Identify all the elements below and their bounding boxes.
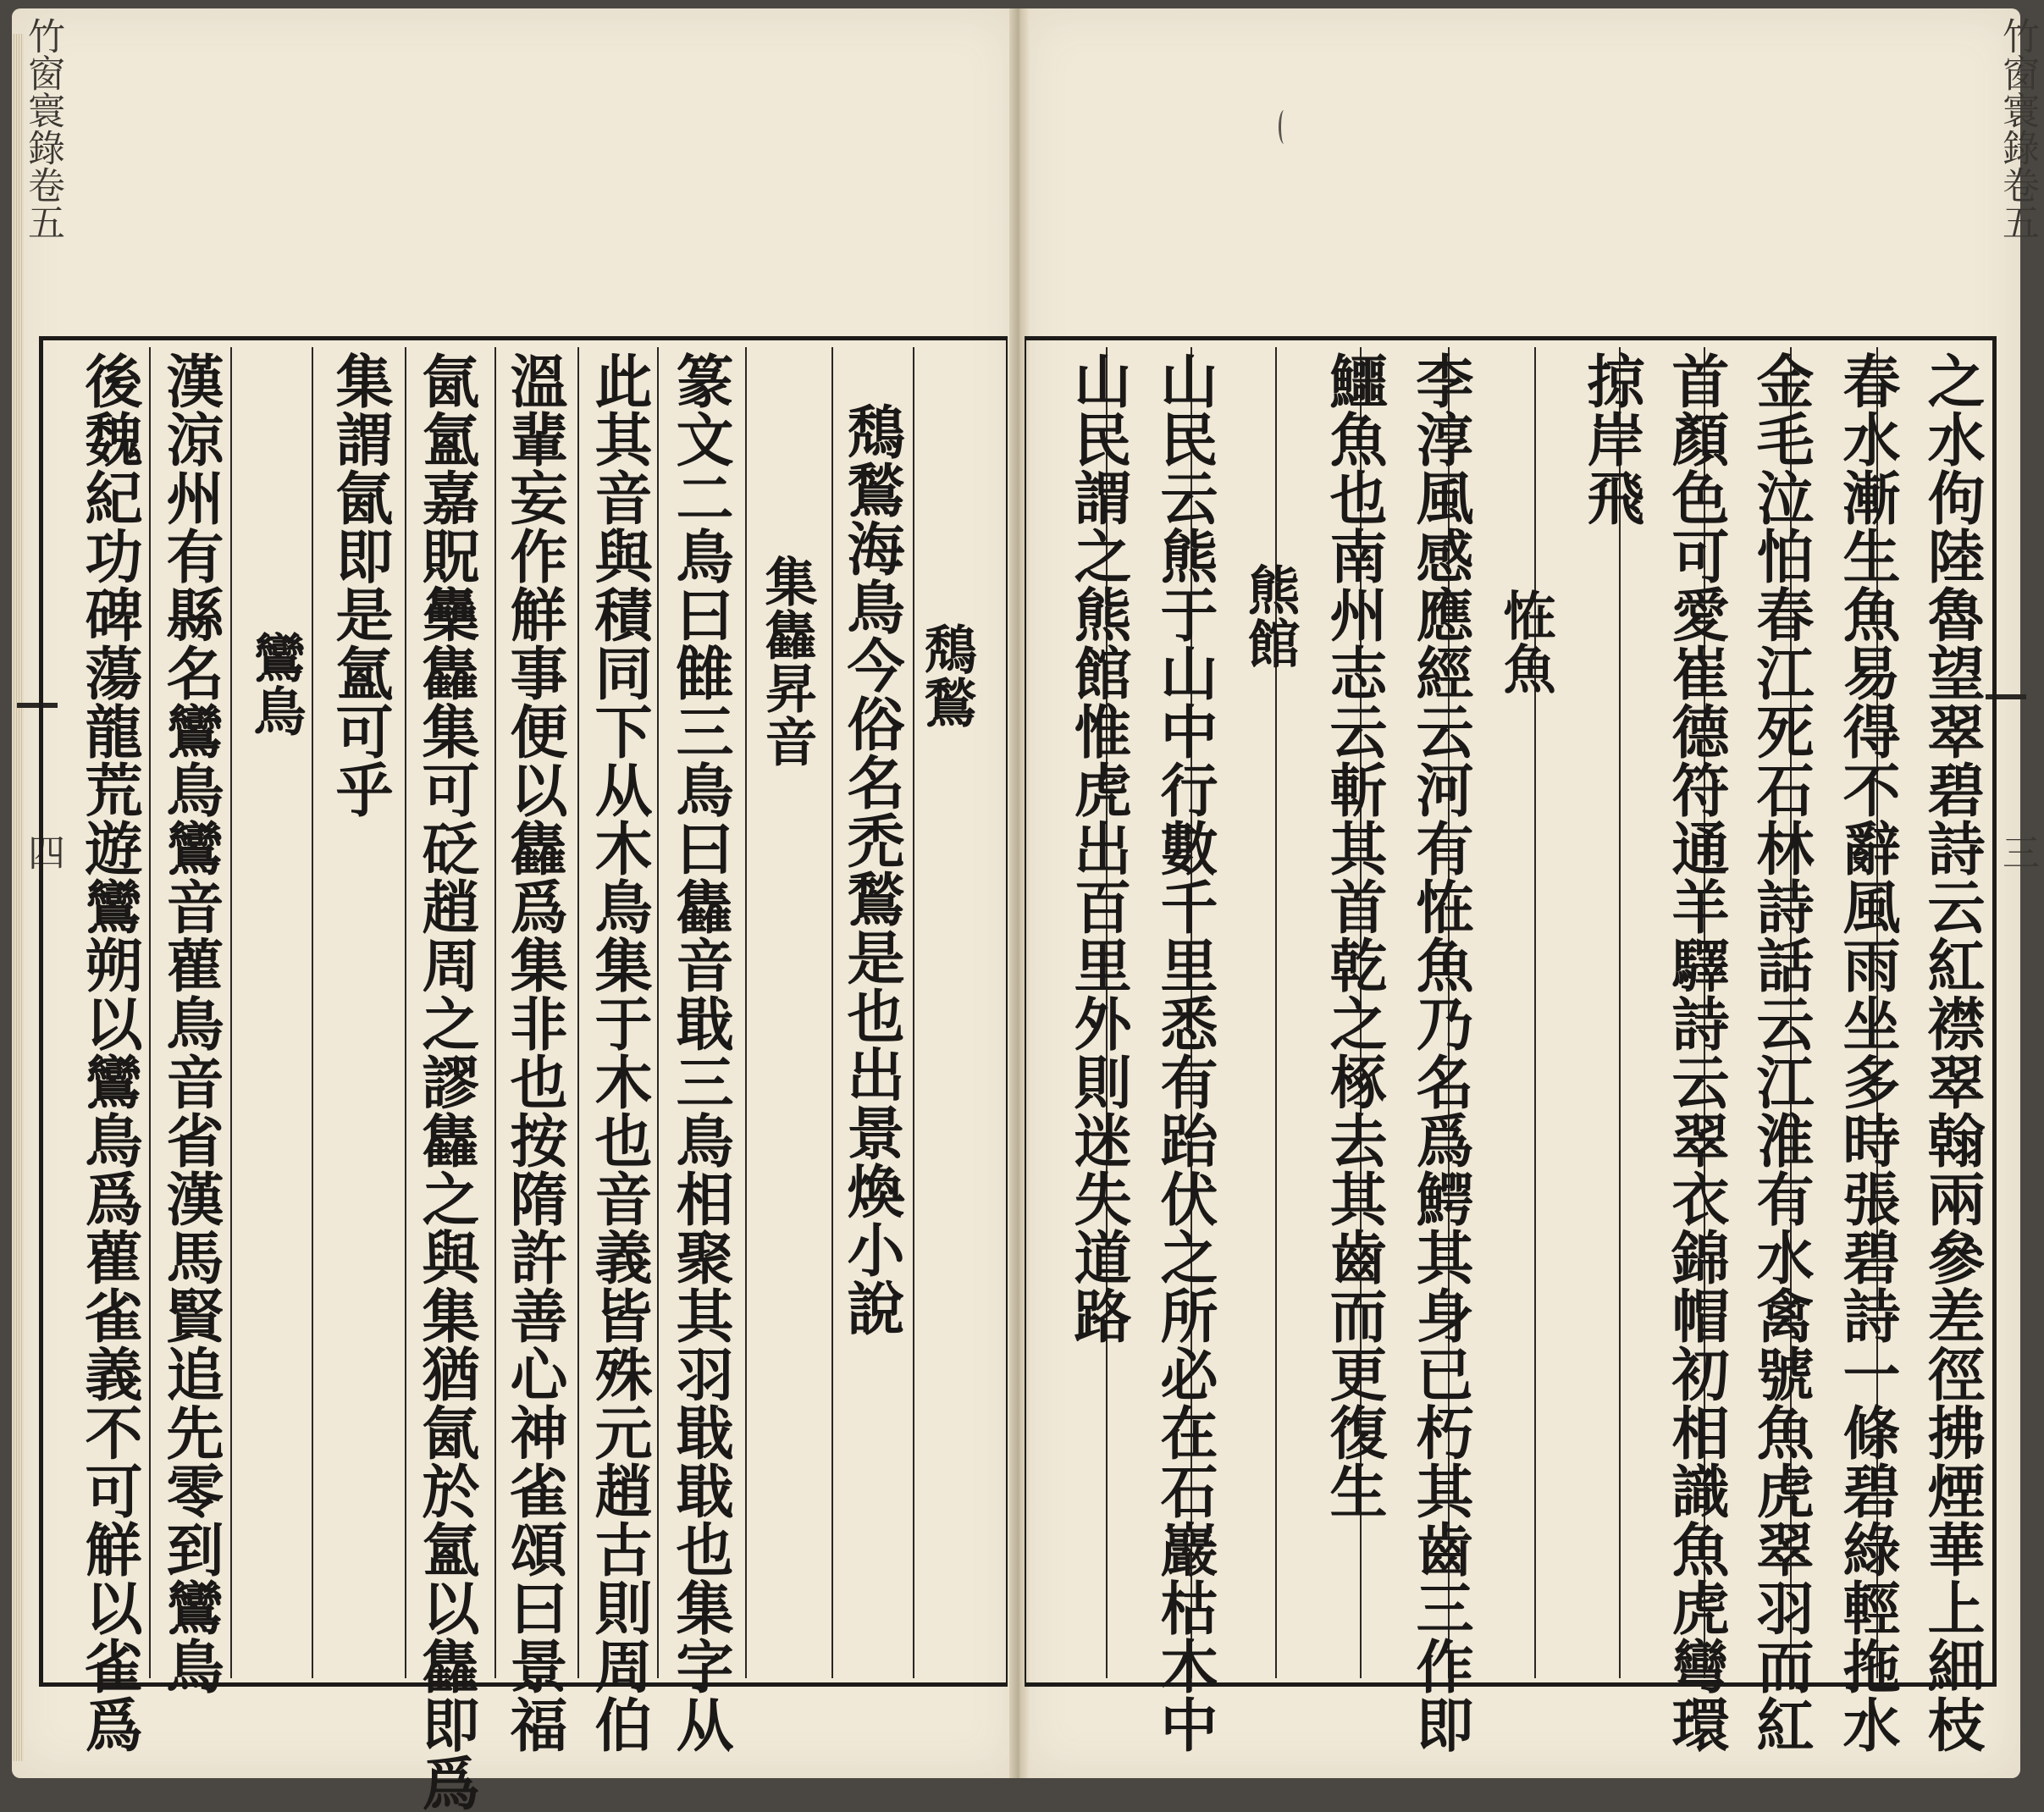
column-rule xyxy=(657,347,659,1678)
column-rule xyxy=(913,347,914,1678)
column-rule xyxy=(745,347,747,1678)
column-rule xyxy=(494,347,496,1678)
column-text: 春水漸生魚易得不辭風雨坐多時張碧詩一條碧綠輕拖水 xyxy=(1833,351,1901,1754)
right-page-number: 三 xyxy=(1996,833,2039,870)
column-heading: 鵚鶖 xyxy=(915,622,977,729)
column-rule xyxy=(405,347,406,1678)
column-rule xyxy=(577,347,579,1678)
ink-mark xyxy=(1279,110,1290,144)
column-text: 山民謂之熊館惟虎出百里外則迷失道路 xyxy=(1064,351,1132,1345)
column-text: 金毛泣怕春江死石林詩話云江淮有水禽號魚虎翠羽而紅 xyxy=(1747,351,1815,1754)
right-margin-label xyxy=(1990,17,2044,1761)
column-text: 李淳風感應經云河有恠魚乃名爲鰐其身已朽其齒三作即 xyxy=(1406,351,1474,1754)
column-heading: 恠魚 xyxy=(1494,588,1556,695)
column-text: 集謂氤即是氳可乎 xyxy=(326,351,394,819)
right-margin-title: 竹窗寰錄卷五 xyxy=(1996,17,2039,240)
column-rule xyxy=(149,347,151,1678)
column-text: 掠岸飛 xyxy=(1577,351,1645,527)
column-text: 篆文二鳥曰雔三鳥曰雥音戢三鳥相聚其羽戢戢也集字从 xyxy=(666,351,734,1754)
left-margin-title: 竹窗寰錄卷五 xyxy=(21,17,64,240)
column-heading: 鸞鳥 xyxy=(245,631,307,738)
column-text: 之水佝陸魯望翠碧詩云紅襟翠翰兩參差徑拂煙華上細枝 xyxy=(1918,351,1986,1754)
column-text: 氤氳嘉貺雧雥集可砭趙周之謬雥之與集猶氤於氳以雥即爲 xyxy=(412,351,480,1812)
column-text: 後魏紀功碑蕩龍荒遊鸞朔以鸞鳥爲雚雀義不可觧以雀爲 xyxy=(75,351,143,1754)
column-text: 漢涼州有縣名鸞鳥鸞音雚鳥音省漢馬賢追先零到鸞鳥 xyxy=(157,351,224,1695)
column-text: 溫輩妄作觧事便以雥爲集非也按隋許善心神雀頌曰景福 xyxy=(500,351,568,1754)
column-text: 首顏色可愛崔德符通羊驛詩云翠衣錦帽初相識魚虎彎環 xyxy=(1662,351,1730,1754)
column-rule xyxy=(312,347,313,1678)
column-heading: 熊館 xyxy=(1239,563,1301,670)
left-page-number: 四 xyxy=(21,833,64,870)
column-text: 此其音與積同下从木鳥集于木也音義皆殊元趙古則周伯 xyxy=(585,351,653,1754)
column-text: 鱷魚也南州志云斬其首乾之椓去其齒而更復生 xyxy=(1320,351,1388,1520)
column-text: 山民云熊于山中行數千里悉有跆伏之所必在石巖枯木中 xyxy=(1151,351,1218,1754)
column-rule xyxy=(831,347,833,1678)
column-heading: 集雥昇音 xyxy=(756,555,818,768)
column-rule xyxy=(230,347,232,1678)
column-text: 鵚鶖海鳥今俗名禿鶖是也出景煥小說 xyxy=(837,402,905,1337)
